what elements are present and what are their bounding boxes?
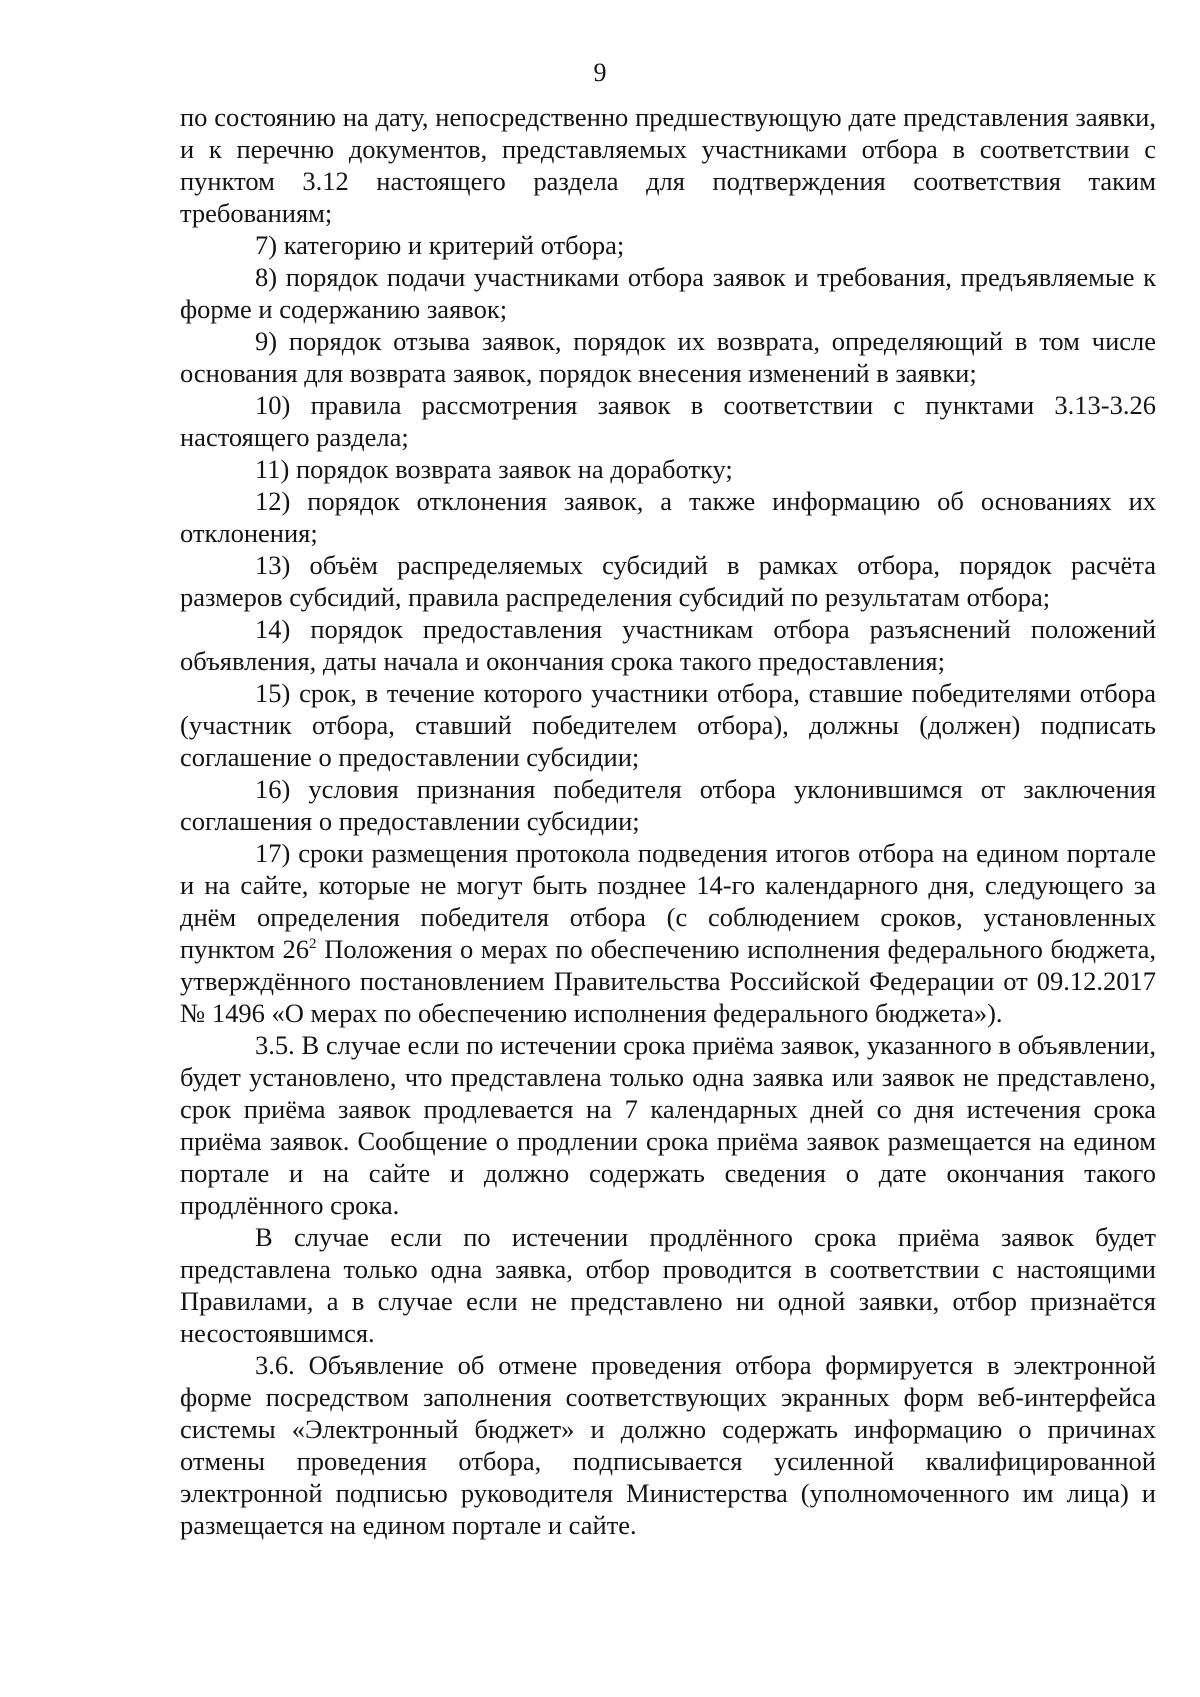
list-item-12: 12) порядок отклонения заявок, а также информацию об основаниях их отклонения;	[180, 486, 1156, 548]
list-item-8: 8) порядок подачи участниками отбора заявок и требования, предъявляемые к форме и содержанию заявок;	[180, 262, 1156, 324]
section-3-5-continuation: В случае если по истечении продлённого срока приёма заявок будет представлена только одна заявка, отбор проводится в соответствии с настоящими Правилами, а в случае если не представлено ни одной заявки, отбор признаётся несостоявшимся.	[180, 1222, 1156, 1348]
section-3-6: 3.6. Объявление об отмене проведения отбора формируется в электронной форме посредством заполнения соответствующих экранных форм веб-интерфейса системы «Электронный бюджет» и должно содержать информацию о причинах отмены проведения отбора, подписывается усиленной квалифицированной электронной подписью руководителя Министерства (уполномоченного им лица) и размещается на едином портале и сайте.	[180, 1350, 1156, 1540]
list-item-16: 16) условия признания победителя отбора уклонившимся от заключения соглашения о предоставлении субсидии;	[180, 774, 1156, 836]
superscript-footnote: 2	[309, 936, 317, 953]
list-item-14: 14) порядок предоставления участникам отбора разъяснений положений объявления, даты начала и окончания срока такого предоставления;	[180, 614, 1156, 676]
paragraph-continuation: по состоянию на дату, непосредственно предшествующую дате представления заявки, и к перечню документов, представляемых участниками отбора в соответствии с пунктом 3.12 настоящего раздела для подтверждения соответствия таким требованиям;	[180, 102, 1156, 228]
list-item-13: 13) объём распределяемых субсидий в рамках отбора, порядок расчёта размеров субсидий, правила распределения субсидий по результатам отбора;	[180, 550, 1156, 612]
list-item-10: 10) правила рассмотрения заявок в соответствии с пунктами 3.13-3.26 настоящего раздела;	[180, 390, 1156, 452]
list-item-7: 7) категорию и критерий отбора;	[255, 230, 625, 260]
list-item-17	[180, 837, 1156, 1029]
list-item-11: 11) порядок возврата заявок на доработку;	[255, 454, 733, 484]
list-item-9: 9) порядок отзыва заявок, порядок их возврата, определяющий в том числе основания для возврата заявок, порядок внесения изменений в заявки;	[180, 326, 1156, 388]
section-3-5: 3.5. В случае если по истечении срока приёма заявок, указанного в объявлении, будет установлено, что представлена только одна заявка или заявок не представлено, срок приёма заявок продлевается на 7 календарных дней со дня истечения срока приёма заявок. Сообщение о продлении срока приёма заявок размещается на едином портале и на сайте и должно содержать сведения о дате окончания такого продлённого срока.	[180, 1030, 1156, 1220]
page-number: 9	[593, 58, 607, 87]
list-item-17-text-b: Положения о мерах по обеспечению исполнения федерального бюджета, утверждённого постановлением Правительства Российской Федерации от 09.12.2017 № 1496 «О мерах по обеспечению исполнения федерального бюджета»).	[180, 934, 1156, 1028]
list-item-17-text-a: 17) сроки размещения протокола подведения итогов отбора на едином портале и на сайте, которые не могут быть позднее 14-го календарного дня, следующего за днём определения победителя отбора (с соблюдением сроков, установленных пунктом 26	[180, 838, 1156, 964]
list-item-15: 15) срок, в течение которого участники отбора, ставшие победителями отбора (участник отбора, ставший победителем отбора), должны (должен) подписать соглашение о предоставлении субсидии;	[180, 678, 1156, 772]
document-body	[180, 101, 1156, 1541]
